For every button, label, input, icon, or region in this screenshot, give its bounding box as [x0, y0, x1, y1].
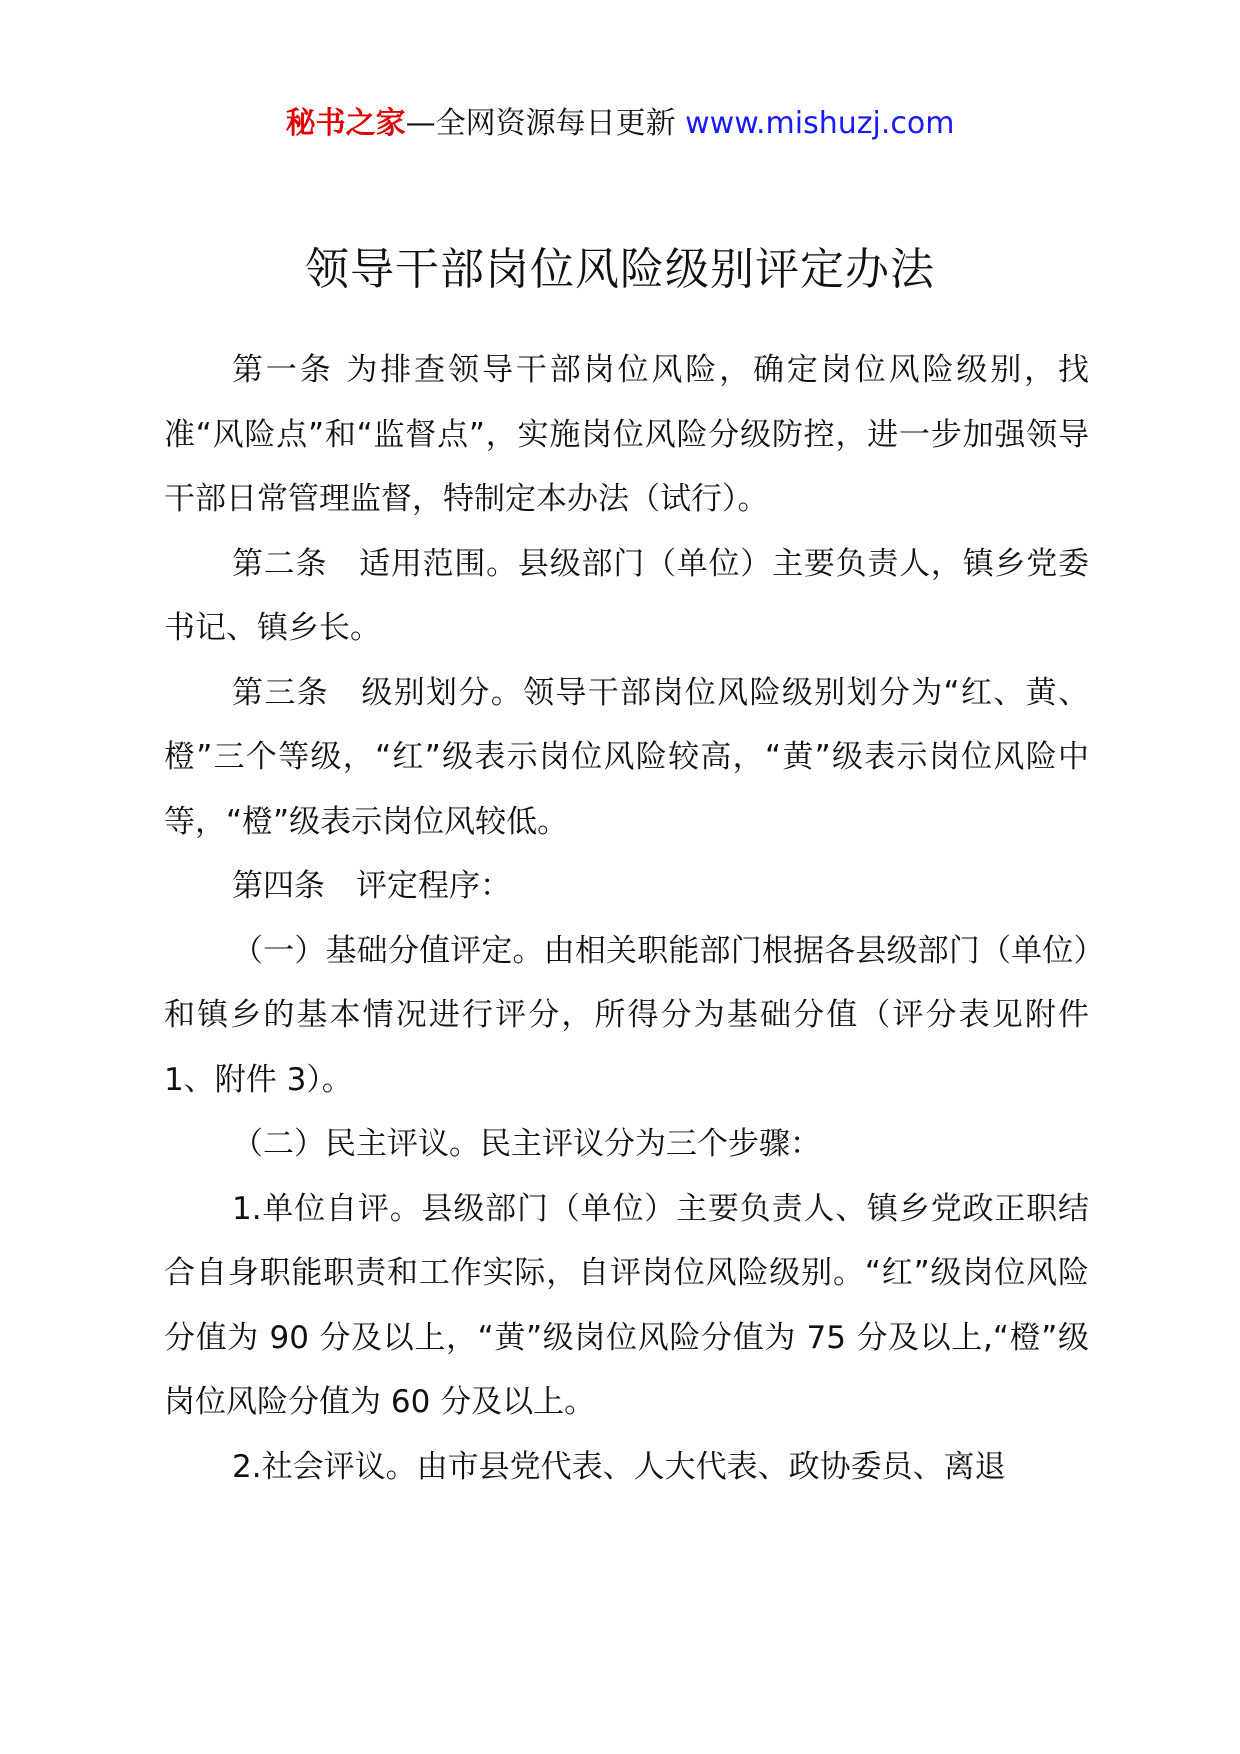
header-tagline: —全网资源每日更新	[405, 106, 676, 141]
site-header	[0, 100, 1240, 148]
paragraph-article-2: 第二条 适用范围。县级部门（单位）主要负责人，镇乡党委书记、镇乡长。	[164, 545, 1089, 646]
paragraph-article-4: 第四条 评定程序：	[232, 868, 511, 904]
paragraph-step-1: 1.单位自评。县级部门（单位）主要负责人、镇乡党政正职结合自身职能职责和工作实际，自评岗位风险级别。“红”级岗位风险分值为 90 分及以上，“黄”级岗位风险分值为 75 分及以上,“橙”级岗位风险分值为 60 分及以上。	[164, 1190, 1089, 1420]
document-body	[164, 338, 1089, 1499]
paragraph-item-1: （一）基础分值评定。由相关职能部门根据各县级部门（单位）和镇乡的基本情况进行评分，所得分为基础分值（评分表见附件 1、附件 3）。	[164, 932, 1089, 1098]
brand-name: 秘书之家	[285, 106, 406, 141]
paragraph-article-3: 第三条 级别划分。领导干部岗位风险级别划分为“红、黄、橙”三个等级，“红”级表示岗位风险较高，“黄”级表示岗位风险中等，“橙”级表示岗位风较低。	[164, 674, 1089, 840]
paragraph-article-1: 第一条 为排查领导干部岗位风险，确定岗位风险级别，找准“风险点”和“监督点”，实施岗位风险分级防控，进一步加强领导干部日常管理监督，特制定本办法（试行）。	[164, 352, 1089, 517]
paragraph-step-2: 2.社会评议。由市县党代表、人大代表、政协委员、离退	[232, 1448, 1006, 1485]
site-url-link[interactable]: www.mishuzj.com	[685, 106, 955, 141]
paragraph-item-2: （二）民主评议。民主评议分为三个步骤：	[232, 1126, 821, 1162]
document-title: 领导干部岗位风险级别评定办法	[305, 244, 935, 295]
